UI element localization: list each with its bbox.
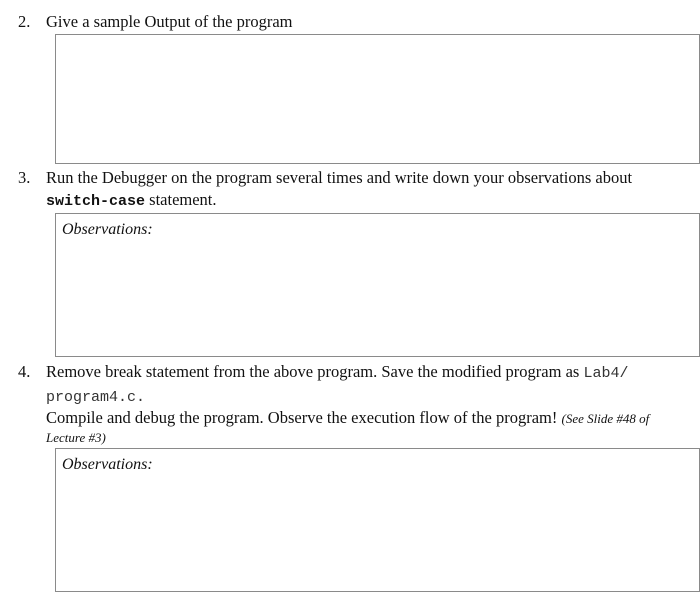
q3-number: 3.: [18, 168, 31, 187]
q4-observations-label: Observations:: [62, 456, 153, 473]
q2-answer-box[interactable]: [55, 34, 700, 164]
q3-observations-box[interactable]: [55, 213, 700, 357]
q3-code-switch-case: switch-case: [46, 193, 146, 210]
q3-line2-rest: statement.: [145, 190, 217, 209]
q4-line3-text: Compile and debug the program. Observe the execution flow of the program!: [46, 408, 562, 427]
q4-line3-note: (See Slide #48 of: [561, 411, 650, 426]
q4-line4-note: Lecture #3): [46, 430, 106, 445]
q3-observations-label: Observations:: [62, 221, 153, 238]
q3-line1: Run the Debugger on the program several times and write down your observations about: [46, 168, 633, 187]
q4-line1-text: Remove break statement from the above program. Save the modified program as: [46, 362, 584, 381]
q2-text: Give a sample Output of the program: [46, 12, 293, 31]
q4-line1: [46, 361, 628, 385]
q4-line1-code: Lab4/: [583, 365, 629, 382]
q2-number: 2.: [18, 12, 31, 31]
q3-line2: [46, 189, 217, 213]
q4-line2-code: program4.c.: [46, 389, 146, 406]
q4-line3: [46, 407, 649, 430]
q4-observations-box[interactable]: [55, 448, 700, 592]
q4-number: 4.: [18, 362, 31, 381]
q4-line2: [46, 385, 145, 409]
